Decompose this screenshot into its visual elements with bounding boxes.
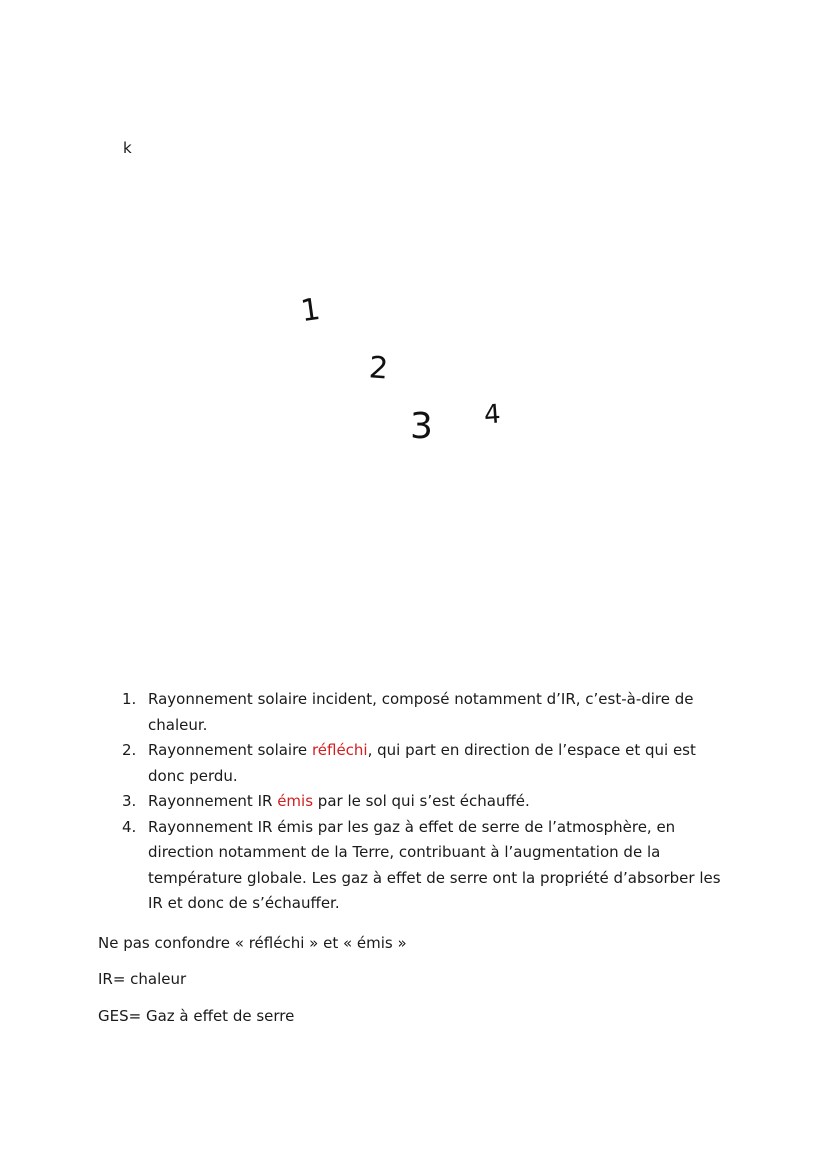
legend-text-before: Rayonnement IR [148, 792, 278, 810]
diagram-label-4: 4 [482, 399, 502, 431]
legend-item-4 [122, 815, 732, 917]
legend-highlight: réfléchi [311, 741, 368, 759]
note-confusion: Ne pas confondre « réfléchi » et « émis » [98, 934, 407, 952]
stray-letter: k [123, 139, 132, 157]
legend-item-2 [122, 738, 732, 789]
legend-list [122, 687, 732, 917]
legend-number: 3. [122, 792, 137, 810]
note-ges: GES= Gaz à effet de serre [98, 1007, 295, 1025]
legend-highlight: émis [277, 792, 314, 810]
legend-number: 4. [122, 817, 137, 836]
legend-text: Rayonnement IR émis par les gaz à effet de serre de l’atmosphère, en direction notamment de la Terre, contribuant à l’augmentation de la température globale. Les gaz à effet de serre ont la propriété d’absorber les IR et donc de s’échauffer. [148, 817, 721, 912]
legend-number: 2. [122, 741, 137, 759]
diagram-label-3: 3 [410, 406, 433, 447]
legend-text: Rayonnement solaire incident, composé notamment d’IR, c’est-à-dire de chaleur. [148, 690, 694, 734]
legend-text-after: par le sol qui s’est échauffé. [313, 792, 530, 810]
legend-item-3 [122, 789, 732, 815]
diagram-label-1: 1 [298, 291, 323, 330]
legend-text-before: Rayonnement solaire [148, 741, 312, 759]
diagram-label-2: 2 [367, 350, 390, 387]
legend-text-after: , qui part en direction de l’espace et qui est donc perdu. [148, 741, 696, 785]
note-ir: IR= chaleur [98, 970, 187, 988]
legend-number: 1. [122, 690, 137, 708]
legend-item-1 [122, 687, 732, 738]
